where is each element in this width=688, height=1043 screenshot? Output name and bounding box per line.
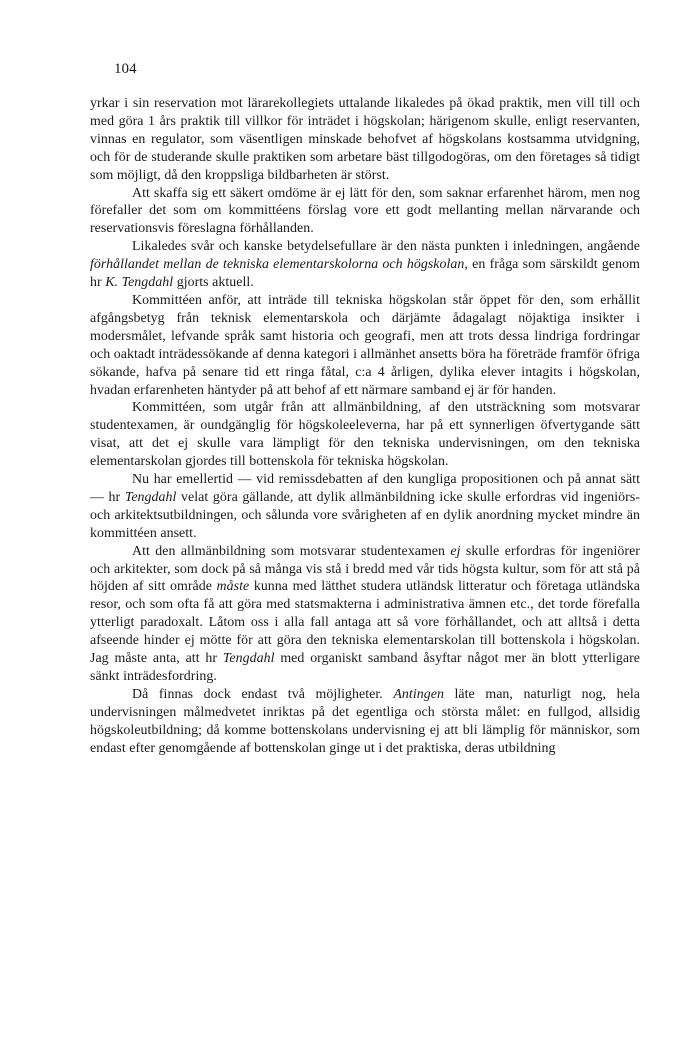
text-segment: Nu har emellertid — vid remissdebatten af den kungliga propositionen och på annat sätt — hr [90,472,640,505]
italic-text: Tengdahl [124,489,177,505]
paragraph [90,399,640,471]
paragraph [90,292,640,399]
italic-text: ej [450,543,461,559]
text-segment: med organiskt samband åsyftar något mer än blott ytterligare sänkt inträdesfordring. [90,651,640,684]
text-segment: Att skaffa sig ett säkert omdöme är ej lätt för den, som saknar erfarenhet härom, men nog förefaller det som om kommittéens förslag vore ett godt mellanting mellan närvarande och reservationsvis föreslagna förhållanden. [90,185,640,237]
text-segment: yrkar i sin reservation mot lärarekollegiets uttalande likaledes på ökad praktik, men vill till och med göra 1 års praktik till villkor för inträdet i högskolan; härigenom skulle, enligt reservanten, vinnas en regulator, som väsentligen minskade behofvet af högskolans kostsamma utvidgning, och för de studerande skulle praktiken som arbetare bäst tillgodogöras, om den företages så tidigt som möjligt, då den kroppsliga bildbarheten är störst. [90,96,640,183]
italic-text: Tengdahl [222,651,275,667]
paragraph [90,185,640,239]
text-segment: Likaledes svår och kanske betydelsefullare är den nästa punkten i inledningen, angående [132,239,640,255]
paragraph [90,686,640,758]
text-segment: läte man, naturligt nog, hela undervisningen målmedvetet inriktas på det egentliga och största målet: en fullgod, allsidig högskoleutbildning; då komme bottenskolans undervisning ej att bli lämplig för människor, som endast efter genomgående af bottenskolan ginge ut i det praktiska, deras utbildning [90,686,640,756]
paragraph [90,238,640,292]
italic-text: förhållandet mellan de tekniska elementarskolorna och högskolan [90,257,465,273]
body-text [90,95,640,758]
text-segment: velat göra gällande, att dylik allmänbildning icke skulle erfordras vid ingeniörs- och arkitektsutbildningen, och sålunda vore svårigheten af en dylik anordning mycket mindre än kommittéen ansett. [90,489,640,541]
page-number: 104 [114,61,137,77]
italic-text: K. Tengdahl [105,275,174,291]
text-segment: Då finnas dock endast två möjligheter. [132,686,394,702]
document-page [90,60,640,758]
text-segment: Att den allmänbildning som motsvarar studentexamen [132,543,451,559]
paragraph [90,543,640,686]
text-segment: , en fråga som särskildt genom hr [90,257,640,291]
text-segment: Kommittéen, som utgår från att allmänbildning, af den utsträckning som motsvarar studentexamen, är oundgänglig för högskoleeleverna, har på ett synnerligen öfvertygande sätt visat, att det ej skulle vara lämpligt för den tekniska undervisningen, om den tekniska elementarskolan gjordes till bottenskola för tekniska högskolan. [90,400,640,470]
paragraph [90,471,640,543]
paragraph [90,95,640,185]
italic-text: måste [216,579,250,595]
text-segment: skulle erfordras för ingeniörer och arkitekter, som dock på så många vis stå i bredd med vår tids högsta kultur, som för att stå på höjden af sitt område [90,543,640,595]
text-segment: gjorts aktuell. [173,275,254,291]
text-segment: Kommittéen anför, att inträde till tekniska högskolan står öppet för den, som erhållit afgångsbetyg från teknisk elementarskola och därjämte ådagalagt nöjaktiga insikter i modersmålet, lefvande språk samt historia och geografi, men att trots dessa lindriga fordringar och oaktadt inträdessökande af denna kategori i allmänhet ansetts böra ha företräde framför öfriga sökande, hafva på senare tid ett ringa fåtal, c:a 4 årligen, dylika elever intagits i högskolan, hvadan erfarenheten häntyder på att behof af ett närmare samband ej är för handen. [90,292,640,398]
italic-text: Antingen [393,686,444,702]
text-segment: kunna med lätthet studera utländsk litteratur och företaga utländska resor, och som ofta få att göra med statsmakterna i administrativa ämnen etc., det torde förefalla ytterligt paradoxalt. Låtom oss i alla fall antaga att så vore förhållandet, och att alltså i detta afseende hinder ej mötte för att göra den tekniska elementarskolan till bottenskola i högskolan. Jag måste anta, att hr [90,579,640,667]
